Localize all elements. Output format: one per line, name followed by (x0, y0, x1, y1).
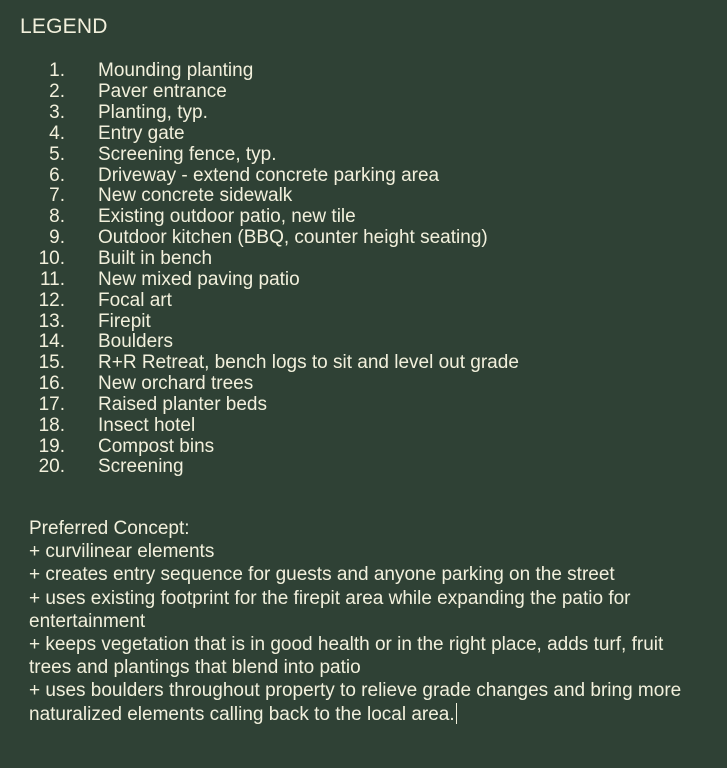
legend-item-label: R+R Retreat, bench logs to sit and level out grade (98, 352, 519, 374)
legend-item (20, 332, 519, 353)
concept-item: + keeps vegetation that is in good health or in the right place, adds turf, fruit trees and plantings that blend into patio (29, 634, 664, 679)
concept-item-last[interactable] (29, 679, 701, 725)
legend-item-number: 16. (38, 373, 65, 395)
legend-item-label: Entry gate (98, 122, 185, 144)
concept-heading: Preferred Concept: (29, 518, 190, 539)
legend-item (20, 353, 519, 374)
legend-item-number: 3. (49, 102, 65, 124)
legend-item-number: 14. (38, 331, 65, 353)
legend-item-label: Built in bench (98, 248, 213, 270)
concept-item: + creates entry sequence for guests and anyone parking on the street (29, 564, 615, 586)
legend-item-label: Screening fence, typ. (98, 143, 277, 165)
concept-list (29, 540, 701, 726)
legend-item-number: 6. (49, 164, 65, 186)
legend-item-label: Outdoor kitchen (BBQ, counter height seating) (98, 227, 488, 249)
legend-item-number: 1. (49, 60, 65, 82)
legend-item-number: 2. (49, 81, 65, 103)
legend-item-number: 17. (38, 393, 65, 415)
legend-item (20, 290, 519, 311)
concept-item-text: + uses boulders throughout property to relieve grade changes and bring more naturalized elements calling back to the local area. (29, 680, 682, 725)
legend-item-label: Insect hotel (98, 414, 196, 436)
legend-item-number: 4. (49, 122, 65, 144)
legend-item (20, 457, 519, 478)
legend-item (20, 103, 519, 124)
legend-item-label: Compost bins (98, 435, 215, 457)
concept-item: + curvilinear elements (29, 541, 215, 563)
legend-item (20, 436, 519, 457)
legend-item (20, 228, 519, 249)
legend-item (20, 269, 519, 290)
legend-item-number: 12. (38, 289, 65, 311)
legend-list (20, 61, 519, 478)
legend-item-number: 18. (38, 414, 65, 436)
legend-item-number: 13. (38, 310, 65, 332)
legend-item (20, 82, 519, 103)
legend-item-label: Screening (98, 456, 184, 478)
legend-item-label: New mixed paving patio (98, 268, 300, 290)
legend-item (20, 61, 519, 82)
legend-item-label: Driveway - extend concrete parking area (98, 164, 440, 186)
legend-item-number: 5. (49, 143, 65, 165)
legend-item (20, 144, 519, 165)
legend-item-label: New concrete sidewalk (98, 185, 293, 207)
legend-item-number: 10. (38, 248, 65, 270)
legend-item (20, 374, 519, 395)
legend-item-number: 9. (49, 227, 65, 249)
legend-item-number: 7. (49, 185, 65, 207)
legend-item-number: 15. (38, 352, 65, 374)
legend-item-number: 19. (38, 435, 65, 457)
legend-item-number: 8. (49, 206, 65, 228)
legend-item-label: Planting, typ. (98, 102, 208, 124)
legend-item-label: Raised planter beds (98, 393, 267, 415)
concept-item: + uses existing footprint for the firepit area while expanding the patio for entertainment (29, 587, 631, 632)
legend-item-label: Mounding planting (98, 60, 254, 82)
legend-item-label: Firepit (98, 310, 151, 332)
legend-item (20, 165, 519, 186)
legend-item (20, 249, 519, 270)
legend-item (20, 207, 519, 228)
legend-item (20, 415, 519, 436)
preferred-concept (29, 517, 701, 726)
legend-item (20, 186, 519, 207)
legend-item-label: Paver entrance (98, 81, 227, 103)
legend-item (20, 124, 519, 145)
legend-item-number: 20. (38, 456, 65, 478)
legend-item-label: Existing outdoor patio, new tile (98, 206, 356, 228)
legend-item-number: 11. (39, 268, 65, 290)
legend-item (20, 395, 519, 416)
legend-title: LEGEND (20, 15, 108, 38)
legend-item (20, 311, 519, 332)
legend-item-label: New orchard trees (98, 373, 254, 395)
text-cursor (456, 703, 457, 724)
legend-item-label: Focal art (98, 289, 172, 311)
legend-item-label: Boulders (98, 331, 173, 353)
